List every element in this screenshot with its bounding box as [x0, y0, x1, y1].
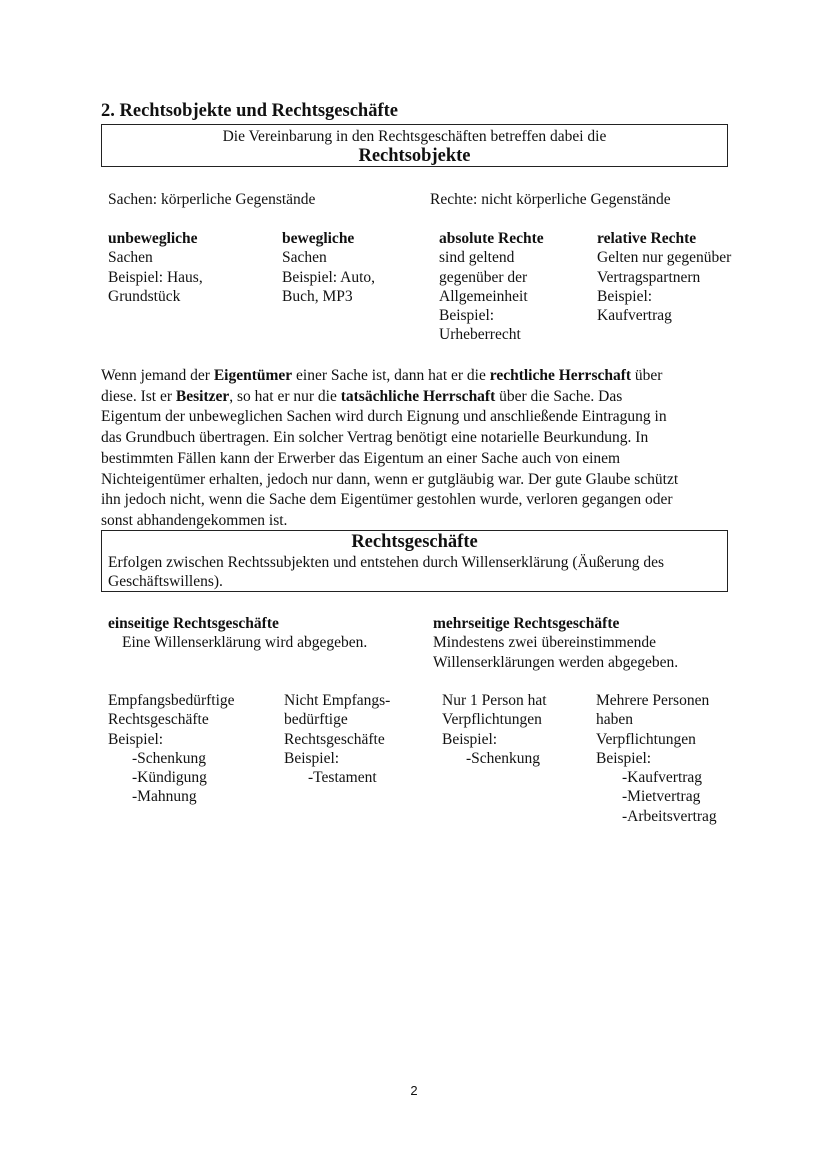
example-item: -Mahnung: [132, 788, 197, 806]
term-rechtliche-herrschaft: rechtliche Herrschaft: [489, 367, 632, 384]
rechte-label: Rechte: nicht körperliche Gegenstände: [430, 191, 671, 208]
paragraph-line: ihn jedoch nicht, wenn die Sache dem Eigentümer gestohlen wurde, verloren gegangen oder: [101, 491, 673, 509]
type-line: Verpflichtungen: [596, 730, 696, 748]
column-line: Gelten nur gegenüber: [597, 249, 732, 267]
einseitige-title: einseitige Rechtsgeschäfte: [108, 615, 279, 632]
rechtsobjekte-box-intro: Die Vereinbarung in den Rechtsgeschäften betreffen dabei die: [222, 128, 607, 145]
column-line: Beispiel: Auto,: [282, 268, 375, 286]
column-relative-rechte: [597, 229, 731, 325]
column-line: Beispiel:: [597, 287, 653, 305]
example-item: -Schenkung: [132, 749, 207, 767]
column-title: absolute Rechte: [439, 230, 544, 247]
example-item: -Mietvertrag: [622, 788, 701, 806]
type-nicht-empfangsbeduerftige: [284, 691, 390, 787]
paragraph-line: das Grundbuch übertragen. Ein solcher Vertrag benötigt eine notarielle Beurkundung. In: [101, 429, 649, 447]
type-line: Empfangsbedürftige: [108, 692, 235, 709]
type-mehrseitig-verpflichtend: [596, 691, 717, 826]
column-absolute-rechte: [439, 229, 544, 345]
paragraph-line: Wenn jemand der Eigentümer einer Sache ist, dann hat er die rechtliche Herrschaft über: [101, 367, 663, 384]
einseitige-description: Eine Willenserklärung wird abgegeben.: [122, 634, 368, 652]
column-line: sind geltend: [439, 249, 515, 267]
paragraph-line: diese. Ist er Besitzer, so hat er nur die tatsächliche Herrschaft über die Sache. Das: [101, 387, 623, 405]
type-line: Beispiel:: [442, 730, 498, 748]
column-line: Buch, MP3: [282, 287, 353, 305]
rechtsgeschaefte-box-line: Erfolgen zwischen Rechtssubjekten und entstehen durch Willenserklärung (Äußerung des: [108, 554, 665, 571]
type-line: bedürftige: [284, 711, 348, 729]
term-besitzer: Besitzer: [175, 387, 230, 405]
type-line: Beispiel:: [108, 730, 164, 748]
column-title: unbewegliche: [108, 230, 198, 247]
column-line: Kaufvertrag: [597, 307, 672, 325]
term-eigentuemer: Eigentümer: [213, 367, 293, 384]
section-heading: 2. Rechtsobjekte und Rechtsgeschäfte: [101, 101, 398, 121]
type-line: Beispiel:: [596, 749, 652, 767]
column-line: Sachen: [282, 249, 327, 267]
rechtsobjekte-box-title: Rechtsobjekte: [358, 146, 471, 166]
mehrseitige-description: Willenserklärungen werden abgegeben.: [433, 653, 679, 671]
paragraph-line: bestimmten Fällen kann der Erwerber das Eigentum an einer Sache auch von einem: [101, 449, 621, 467]
mehrseitige-description: Mindestens zwei übereinstimmende: [433, 634, 656, 652]
type-line: Beispiel:: [284, 749, 340, 767]
column-unbewegliche: [108, 229, 203, 306]
column-line: Sachen: [108, 249, 153, 267]
einseitige-block: [108, 614, 367, 653]
type-line: haben: [596, 711, 634, 729]
mehrseitige-title: mehrseitige Rechtsgeschäfte: [433, 615, 620, 632]
column-line: gegenüber der: [439, 268, 528, 286]
type-line: Rechtsgeschäfte: [284, 730, 385, 748]
column-line: Allgemeinheit: [439, 287, 528, 305]
page-number: 2: [410, 1083, 418, 1098]
type-line: Nicht Empfangs-: [284, 692, 391, 709]
column-line: Urheberrecht: [439, 326, 521, 344]
rechtsobjekte-box: [101, 124, 728, 167]
example-item: -Schenkung: [466, 749, 541, 767]
rechtsgeschaefte-box-title: Rechtsgeschäfte: [351, 532, 478, 552]
example-item: -Kündigung: [132, 769, 207, 787]
example-item: -Arbeitsvertrag: [622, 807, 717, 825]
example-item: -Kaufvertrag: [622, 769, 703, 787]
example-item: -Testament: [308, 769, 377, 787]
column-title: bewegliche: [282, 230, 355, 247]
type-line: Nur 1 Person hat: [442, 692, 547, 709]
type-line: Mehrere Personen: [596, 692, 710, 709]
column-line: Beispiel: Haus,: [108, 268, 203, 286]
column-line: Grundstück: [108, 287, 181, 305]
mehrseitige-block: [433, 614, 678, 672]
paragraph-line: Eigentum der unbeweglichen Sachen wird durch Eignung und anschließende Eintragung in: [101, 408, 667, 426]
type-einseitig-verpflichtend: [442, 691, 547, 768]
type-empfangsbeduerftige: [108, 691, 235, 807]
sachen-label: Sachen: körperliche Gegenstände: [108, 191, 316, 208]
eigentum-paragraph: [101, 366, 731, 532]
rechtsgeschaefte-box: [101, 530, 728, 592]
column-line: Vertragspartnern: [597, 268, 701, 286]
column-bewegliche: [282, 229, 375, 306]
paragraph-line: sonst abhandengekommen ist.: [101, 511, 288, 529]
rechtsgeschaefte-box-line: Geschäftswillens).: [108, 573, 223, 590]
column-line: Beispiel:: [439, 307, 495, 325]
column-title: relative Rechte: [597, 230, 697, 247]
term-tatsaechliche-herrschaft: tatsächliche Herrschaft: [340, 387, 496, 405]
type-line: Rechtsgeschäfte: [108, 711, 209, 729]
type-line: Verpflichtungen: [442, 711, 542, 729]
paragraph-line: Nichteigentümer erhalten, jedoch nur dann, wenn er gutgläubig war. Der gute Glaube schützt: [101, 470, 679, 488]
